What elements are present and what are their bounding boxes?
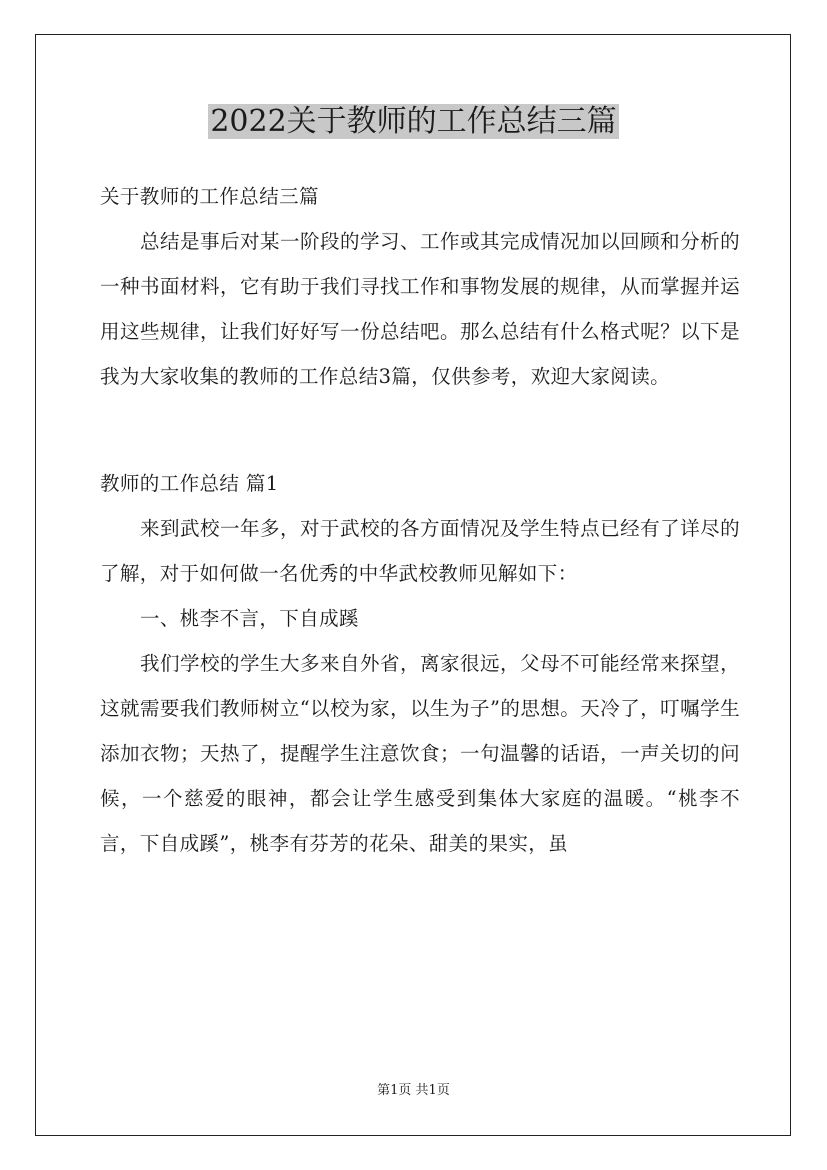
body-paragraph: 来到武校一年多，对于武校的各方面情况及学生特点已经有了详尽的了解，对于如何做一名优秀的中华武校教师见解如下： — [100, 517, 740, 585]
document-body — [100, 174, 740, 866]
document-title-text: 2022关于教师的工作总结三篇 — [210, 104, 617, 139]
section-heading: 教师的工作总结 篇1 — [100, 472, 279, 495]
intro-paragraph: 总结是事后对某一阶段的学习、工作或其完成情况加以回顾和分析的一种书面材料，它有助于我们寻找工作和事物发展的规律，从而掌握并运用这些规律，让我们好好写一份总结吧。那么总结有什么格式呢？以下是我为大家收集的教师的工作总结3篇，仅供参考，欢迎大家阅读。 — [100, 230, 740, 388]
body-paragraph: 我们学校的学生大多来自外省，离家很远，父母不可能经常来探望，这就需要我们教师树立“以校为家，以生为子”的思想。天冷了，叮嘱学生添加衣物；天热了，提醒学生注意饮食；一句温馨的话语，一声关切的问候，一个慈爱的眼神，都会让学生感受到集体大家庭的温暖。“桃李不言，下自成蹊”，桃李有芬芳的花朵、甜美的果实，虽 — [100, 652, 740, 855]
subtitle: 关于教师的工作总结三篇 — [100, 185, 319, 208]
section-spacer — [100, 399, 740, 461]
point-heading: 一、桃李不言，下自成蹊 — [140, 607, 359, 630]
page-footer: 第1页 共1页 — [377, 1083, 450, 1098]
document-title — [0, 102, 827, 142]
